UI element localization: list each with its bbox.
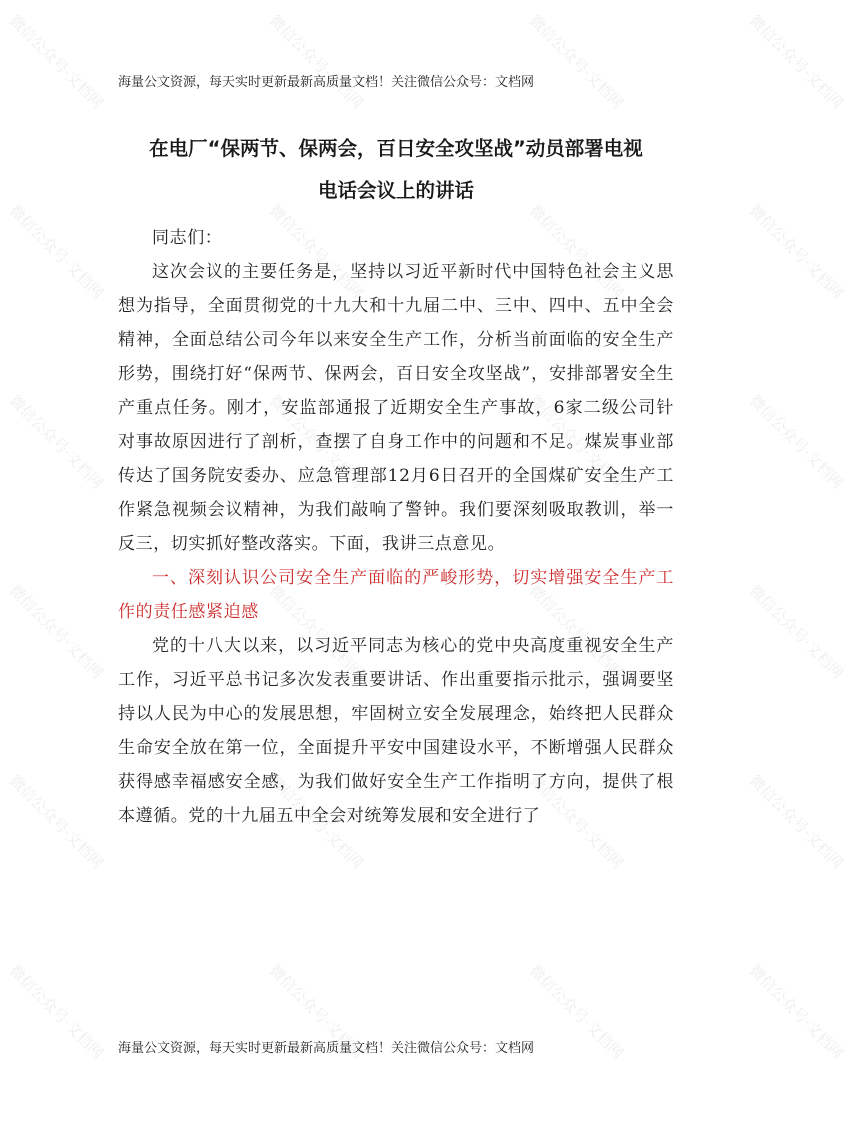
watermark-mark: 微信公众号·文档网 bbox=[265, 11, 367, 113]
watermark-mark: 微信公众号·文档网 bbox=[265, 201, 367, 303]
document-body bbox=[118, 221, 674, 833]
watermark-mark: 微信公众号·文档网 bbox=[525, 11, 627, 113]
title-line-1: 在电厂“保两节、保两会，百日安全攻坚战”动员部署电视 bbox=[149, 137, 643, 160]
watermark-mark: 微信公众号·文档网 bbox=[525, 201, 627, 303]
header-note: 海量公文资源，每天实时更新最新高质量文档！关注微信公众号：文档网 bbox=[118, 75, 535, 90]
watermark-mark: 微信公众号·文档网 bbox=[525, 581, 627, 683]
greeting: 同志们： bbox=[152, 228, 223, 248]
paragraph: 这次会议的主要任务是，坚持以习近平新时代中国特色社会主义思想为指导，全面贯彻党的十九大和十九届二中、三中、四中、五中全会精神，全面总结公司今年以来安全生产工作，分析当前面临的安全生产形势，围绕打好“保两节、保两会，百日安全攻坚战”，安排部署安全生产重点任务。刚才，安监部通报了近期安全生产事故，6家二级公司针对事故原因进行了剖析，查摆了自身工作中的问题和不足。煤炭事业部传达了国务院安委办、应急管理部12月6日召开的全国煤矿安全生产工作紧急视频会议精神，为我们敲响了警钟。我们要深刻吸取教训，举一反三，切实抓好整改落实。下面，我讲三点意见。 bbox=[118, 262, 674, 554]
document-title bbox=[118, 128, 674, 212]
watermark-mark: 微信公众号·文档网 bbox=[525, 391, 627, 493]
title-line-2: 电话会议上的讲话 bbox=[317, 179, 474, 202]
watermark-mark: 微信公众号·文档网 bbox=[525, 961, 627, 1063]
watermark-mark: 微信公众号·文档网 bbox=[265, 391, 367, 493]
watermark-mark: 微信公众号·文档网 bbox=[265, 581, 367, 683]
watermark-mark: 微信公众号·文档网 bbox=[745, 961, 847, 1063]
watermark-mark: 微信公众号·文档网 bbox=[5, 771, 107, 873]
section-heading: 一、深刻认识公司安全生产面临的严峻形势，切实增强安全生产工作的责任感紧迫感 bbox=[118, 568, 674, 622]
watermark-mark: 微信公众号·文档网 bbox=[5, 201, 107, 303]
watermark-mark: 微信公众号·文档网 bbox=[745, 771, 847, 873]
watermark-mark: 微信公众号·文档网 bbox=[745, 581, 847, 683]
watermark-mark: 微信公众号·文档网 bbox=[745, 11, 847, 113]
watermark-mark: 微信公众号·文档网 bbox=[745, 201, 847, 303]
watermark-mark: 微信公众号·文档网 bbox=[265, 771, 367, 873]
watermark-mark: 微信公众号·文档网 bbox=[5, 391, 107, 493]
watermark-mark: 微信公众号·文档网 bbox=[525, 771, 627, 873]
footer-note: 海量公文资源，每天实时更新最新高质量文档！关注微信公众号：文档网 bbox=[118, 1041, 535, 1056]
watermark-mark: 微信公众号·文档网 bbox=[5, 581, 107, 683]
watermark-mark: 微信公众号·文档网 bbox=[5, 961, 107, 1063]
paragraph: 党的十八大以来，以习近平同志为核心的党中央高度重视安全生产工作，习近平总书记多次发表重要讲话、作出重要指示批示，强调要坚持以人民为中心的发展思想，牢固树立安全发展理念，始终把人民群众生命安全放在第一位，全面提升平安中国建设水平，不断增强人民群众获得感幸福感安全感，为我们做好安全生产工作指明了方向，提供了根本遵循。党的十九届五中全会对统筹发展和安全进行了 bbox=[118, 636, 674, 826]
watermark-mark: 微信公众号·文档网 bbox=[5, 11, 107, 113]
watermark-mark: 微信公众号·文档网 bbox=[265, 961, 367, 1063]
watermark-mark: 微信公众号·文档网 bbox=[745, 391, 847, 493]
